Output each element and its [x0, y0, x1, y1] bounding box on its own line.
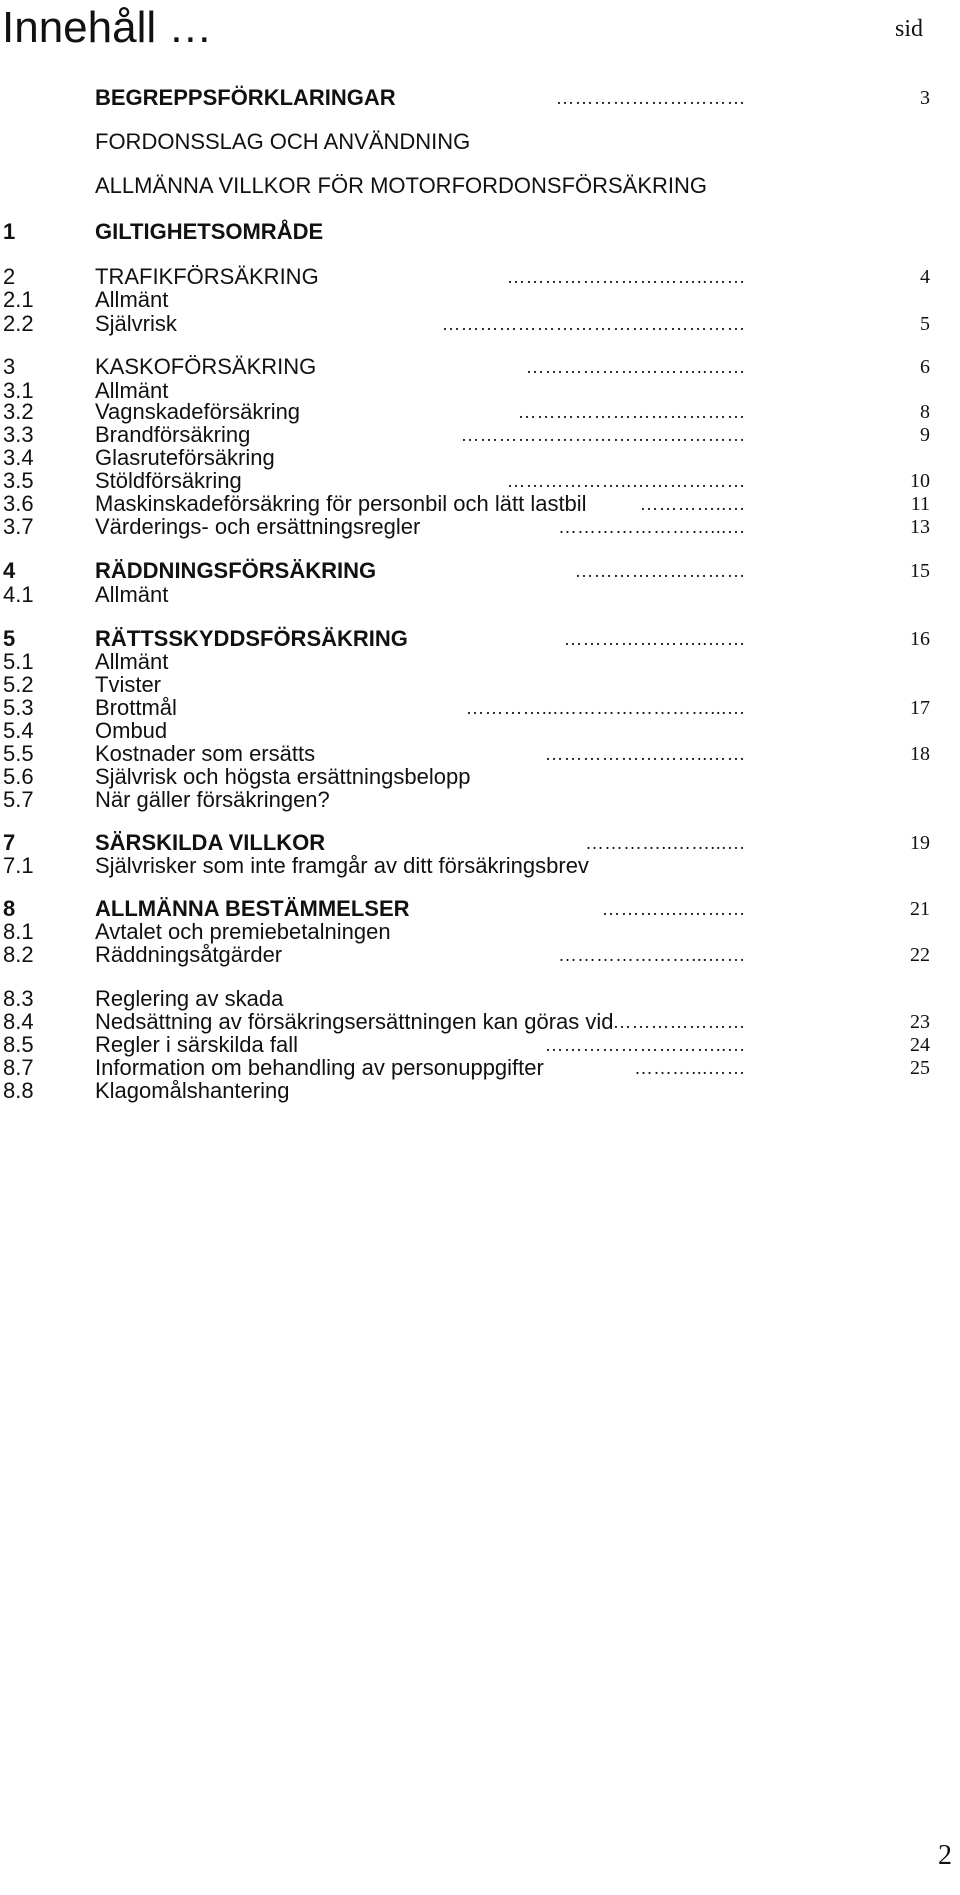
toc-entry-number: 5.1: [3, 649, 34, 674]
toc-entry: [0, 941, 960, 969]
toc-entry: [0, 128, 960, 156]
toc-dot-leader: …………………...……: [558, 945, 746, 965]
toc-entry: [0, 84, 960, 112]
toc-entry-number: 7.1: [3, 853, 34, 878]
toc-dot-leader: ………………………: [575, 561, 746, 581]
toc-entry-title: SÄRSKILDA VILLKOR: [95, 830, 326, 855]
toc-entry-title: KASKOFÖRSÄKRING: [95, 354, 317, 379]
toc-entry-page: 16: [910, 628, 930, 650]
toc-entry-number: 4: [3, 558, 16, 583]
toc-entry-number: 5.4: [3, 718, 34, 743]
toc-entry-number: 8.1: [3, 919, 34, 944]
toc-dot-leader: ……………………...…: [558, 517, 746, 537]
toc-entry-title: Reglering av skada: [95, 986, 284, 1011]
toc-entry-page: 8: [920, 401, 930, 423]
toc-entry-title: RÄTTSSKYDDSFÖRSÄKRING: [95, 626, 408, 651]
toc-dot-leader: …………………: [613, 1012, 746, 1032]
toc-entry-page: 11: [910, 493, 930, 515]
toc-entry-title: ALLMÄNNA BESTÄMMELSER: [95, 896, 410, 921]
toc-dot-leader: …………..…: [640, 494, 746, 514]
toc-entry-number: 1: [3, 219, 16, 244]
toc-entry-page: 21: [910, 898, 930, 920]
toc-entry-title: Avtalet och premiebetalningen: [95, 919, 391, 944]
toc-entry-number: 5.2: [3, 672, 34, 697]
toc-entry-number: 3.1: [3, 378, 34, 403]
toc-entry-page: 6: [920, 356, 930, 378]
toc-entry-number: 3.7: [3, 514, 34, 539]
toc-entry-title: Brandförsäkring: [95, 422, 251, 447]
toc-entry-number: 8.4: [3, 1009, 34, 1034]
page-title: Innehåll …: [2, 3, 213, 52]
toc-entry-number: 5: [3, 626, 16, 651]
toc-entry-title: Räddningsåtgärder: [95, 942, 283, 967]
toc-dot-leader: …………………..……: [564, 629, 746, 649]
toc-entry-number: 8: [3, 896, 16, 921]
toc-entry: [0, 172, 960, 200]
toc-entry-page: 9: [920, 424, 930, 446]
toc-entry-title: När gäller försäkringen?: [95, 787, 330, 812]
toc-entry-number: 5.7: [3, 787, 34, 812]
toc-entry-title: Information om behandling av personuppgifter: [95, 1055, 544, 1080]
toc-entry-number: 8.5: [3, 1032, 34, 1057]
toc-entry-title: Glasruteförsäkring: [95, 445, 275, 470]
toc-dot-leader: ………………………..……: [526, 357, 746, 377]
toc-entry-number: 5.3: [3, 695, 34, 720]
toc-entry-number: 3.6: [3, 491, 34, 516]
toc-entry-title: Allmänt: [95, 582, 169, 607]
toc-entry-number: 5.6: [3, 764, 34, 789]
toc-entry-title: Nedsättning av försäkringsersättningen kan göras vid: [95, 1009, 614, 1034]
toc-dot-leader: ………………………..…: [545, 1035, 746, 1055]
toc-entry-number: 4.1: [3, 582, 34, 607]
toc-entry-title: Maskinskadeförsäkring för personbil och lätt lastbil: [95, 491, 587, 516]
toc-dot-leader: …………...……………………...…: [466, 698, 746, 718]
toc-entry-page: 4: [920, 266, 930, 288]
toc-entry-title: Allmänt: [95, 649, 169, 674]
toc-dot-leader: …………………………………………: [442, 314, 746, 334]
toc-entry-title: ALLMÄNNA VILLKOR FÖR MOTORFORDONSFÖRSÄKRING: [95, 173, 708, 198]
toc-entry: [0, 310, 960, 338]
toc-entry-number: 2.1: [3, 287, 34, 312]
toc-dot-leader: …………………………..……: [507, 267, 746, 287]
toc-entry-page: 24: [910, 1034, 930, 1056]
toc-entry-page: 22: [910, 944, 930, 966]
toc-entry-page: 17: [910, 697, 930, 719]
toc-entry-number: 2.2: [3, 311, 34, 336]
toc-entry-title: GILTIGHETSOMRÅDE: [95, 219, 324, 244]
toc-entry-number: 3.2: [3, 399, 34, 424]
toc-entry-number: 3.4: [3, 445, 34, 470]
toc-entry-number: 3.5: [3, 468, 34, 493]
toc-dot-leader: ………………..………………: [507, 471, 746, 491]
toc-entry-page: 18: [910, 743, 930, 765]
toc-entry-title: Kostnader som ersätts: [95, 741, 316, 766]
toc-entry-title: FORDONSSLAG OCH ANVÄNDNING: [95, 129, 471, 154]
toc-entry: [0, 218, 960, 246]
page-column-heading: sid: [894, 16, 923, 42]
toc-entry-page: 23: [910, 1011, 930, 1033]
toc-entry-title: Självrisk: [95, 311, 177, 336]
toc-entry: [0, 786, 960, 814]
toc-entry-title: Klagomålshantering: [95, 1078, 290, 1103]
toc-entry-title: BEGREPPSFÖRKLARINGAR: [95, 85, 396, 110]
toc-entry-title: Brottmål: [95, 695, 177, 720]
toc-dot-leader: …………..……...…: [585, 833, 746, 853]
toc-dot-leader: ………………………………: [518, 402, 746, 422]
toc-entry-title: Värderings- och ersättningsregler: [95, 514, 421, 539]
toc-entry-title: Vagnskadeförsäkring: [95, 399, 301, 424]
toc-entry-title: Självrisker som inte framgår av ditt försäkringsbrev: [95, 853, 589, 878]
toc-dot-leader: ……………………..……: [545, 744, 746, 764]
toc-entry-number: 8.8: [3, 1078, 34, 1103]
toc-dot-leader: …………………………: [556, 88, 746, 108]
toc-entry-number: 5.5: [3, 741, 34, 766]
toc-entry-number: 8.3: [3, 986, 34, 1011]
toc-entry-number: 3: [3, 354, 16, 379]
toc-entry-title: Allmänt: [95, 287, 169, 312]
toc-entry-page: 19: [910, 832, 930, 854]
toc-entry-number: 8.7: [3, 1055, 34, 1080]
toc-entry-page: 3: [920, 87, 930, 109]
toc-entry: [0, 513, 960, 541]
toc-dot-leader: ………………………………………: [461, 425, 746, 445]
toc-entry: [0, 852, 960, 880]
toc-entry-page: 13: [910, 516, 930, 538]
toc-entry-title: RÄDDNINGSFÖRSÄKRING: [95, 558, 377, 583]
toc-entry-title: Regler i särskilda fall: [95, 1032, 298, 1057]
toc-entry-number: 7: [3, 830, 16, 855]
toc-entry-number: 8.2: [3, 942, 34, 967]
toc-entry-title: Ombud: [95, 718, 168, 743]
page-number: 2: [938, 1840, 952, 1871]
toc-dot-leader: ………...……: [634, 1058, 746, 1078]
toc-entry-title: Tvister: [95, 672, 161, 697]
toc-entry-page: 10: [910, 470, 930, 492]
toc-entry-title: Allmänt: [95, 378, 169, 403]
toc-entry-title: Självrisk och högsta ersättningsbelopp: [95, 764, 471, 789]
toc-entry-page: 5: [920, 313, 930, 335]
toc-entry-title: Stöldförsäkring: [95, 468, 242, 493]
toc-entry: [0, 1077, 960, 1105]
toc-dot-leader: …………..………: [602, 899, 746, 919]
toc-entry-page: 15: [910, 560, 930, 582]
toc-entry-number: 3.3: [3, 422, 34, 447]
toc-entry: [0, 581, 960, 609]
toc-entry-number: 2: [3, 264, 16, 289]
toc-entry-title: TRAFIKFÖRSÄKRING: [95, 264, 319, 289]
toc-entry-page: 25: [910, 1057, 930, 1079]
